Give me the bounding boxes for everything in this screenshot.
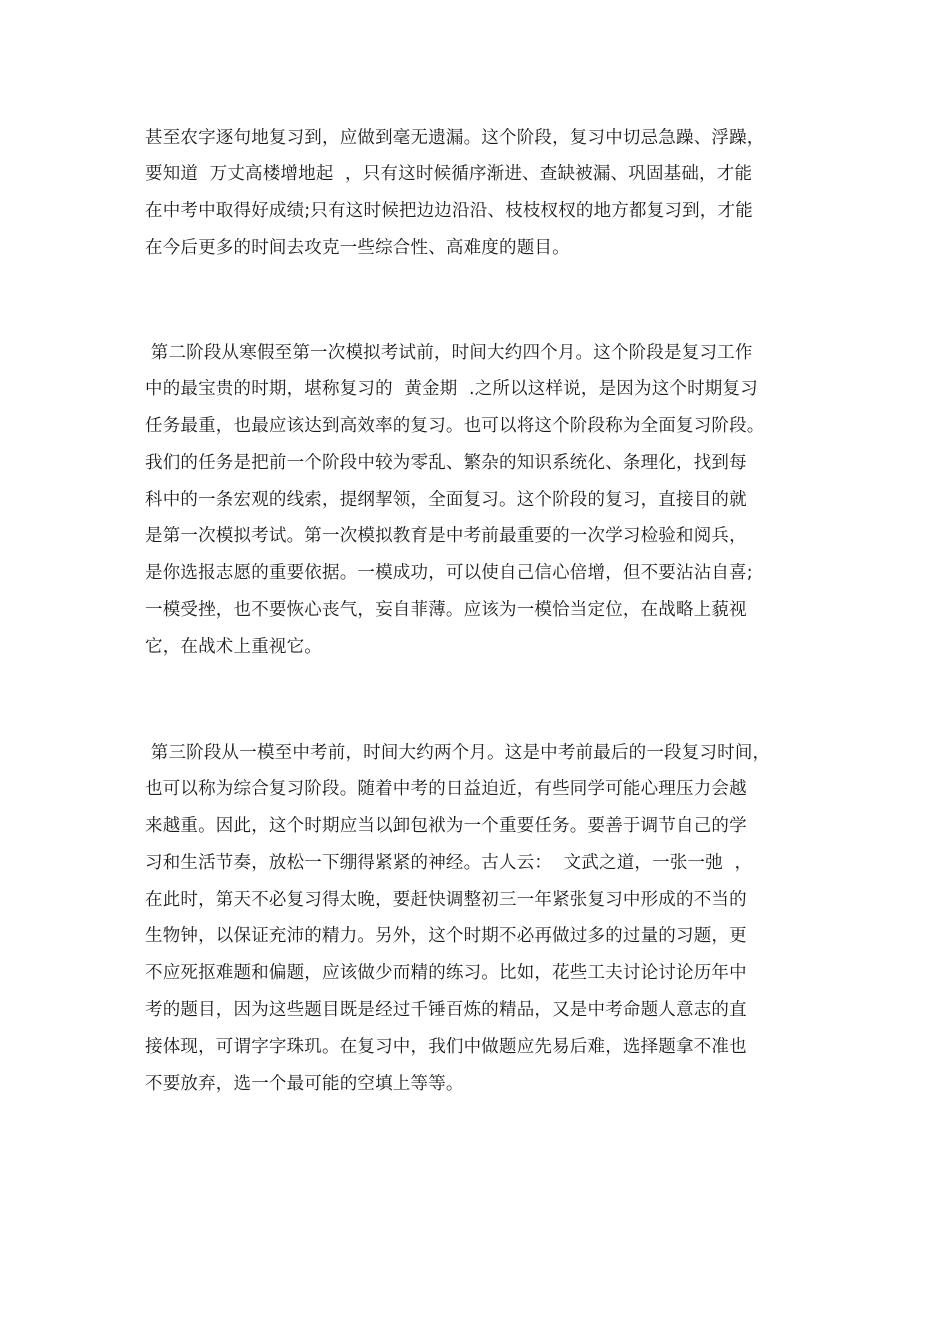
text-line: 不应死抠难题和偏题，应该做少而精的练习。比如，花些工夫讨论讨论历年中	[145, 963, 747, 983]
text-line: 一模受挫，也不要恢心丧气，妄自菲薄。应该为一模恰当定位，在战略上藐视	[145, 600, 747, 620]
text-line: 是第一次模拟考试。第一次模拟教育是中考前最重要的一次学习检验和阅兵，	[145, 526, 747, 546]
text-line: 来越重。因此，这个时期应当以卸包袱为一个重要任务。要善于调节自己的学	[145, 816, 747, 836]
text-line: 它，在战术上重视它。	[145, 637, 322, 657]
text-line: 在中考中取得好成绩;只有这时候把边边沿沿、枝枝杈杈的地方都复习到，才能	[145, 201, 753, 221]
text-line: 在今后更多的时间去攻克一些综合性、高难度的题目。	[145, 238, 570, 258]
text-line: 习和生活节奏，放松一下绷得紧紧的神经。古人云： 文武之道，一张一弛 ，	[145, 853, 753, 873]
text-line: 也可以称为综合复习阶段。随着中考的日益迫近，有些同学可能心理压力会越	[145, 779, 747, 799]
text-line: 在此时，第天不必复习得太晚，要赶快调整初三一年紧张复习中形成的不当的	[145, 890, 747, 910]
text-line: 甚至农字逐句地复习到，应做到毫无遗漏。这个阶段，复习中切忌急躁、浮躁，	[145, 128, 765, 148]
text-line: 我们的任务是把前一个阶段中较为零乱、繁杂的知识系统化、条理化，找到每	[145, 453, 747, 473]
text-line: 考的题目，因为这些题目既是经过千锤百炼的精品，又是中考命题人意志的直	[145, 1000, 747, 1020]
text-line: 任务最重，也最应该达到高效率的复习。也可以将这个阶段称为全面复习阶段。	[145, 416, 765, 436]
text-line: 不要放弃，选一个最可能的空填上等等。	[145, 1074, 464, 1094]
text-line: 生物钟，以保证充沛的精力。另外，这个时期不必再做过多的过量的习题，更	[145, 926, 747, 946]
text-line: 第三阶段从一模至中考前，时间大约两个月。这是中考前最后的一段复习时间，	[145, 743, 771, 763]
text-line: 中的最宝贵的时期，堪称复习的 黄金期 .之所以这样说，是因为这个时期复习	[145, 379, 758, 399]
text-line: 科中的一条宏观的线索，提纲挈领，全面复习。这个阶段的复习，直接目的就	[145, 490, 747, 510]
text-line: 要知道 万丈高楼增地起 ，只有这时候循序渐进、查缺被漏、巩固基础，才能	[145, 164, 753, 184]
text-line: 接体现，可谓字字珠玑。在复习中，我们中做题应先易后难，选择题拿不准也	[145, 1037, 747, 1057]
text-line: 是你选报志愿的重要依据。一模成功，可以使自己信心倍增，但不要沾沾自喜;	[145, 563, 753, 583]
text-line: 第二阶段从寒假至第一次模拟考试前，时间大约四个月。这个阶段是复习工作	[145, 343, 753, 363]
